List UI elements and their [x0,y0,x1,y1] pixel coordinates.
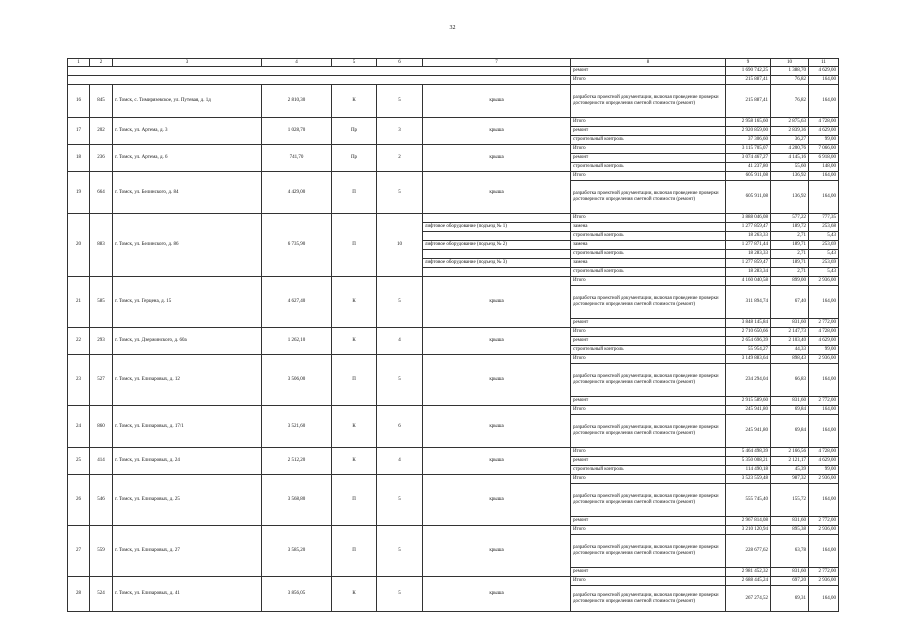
building-floors: 10 [377,214,423,277]
table-row [68,85,839,118]
cost-cell: 311 894,74 [726,286,771,319]
table-row [68,277,839,286]
work-type-cell: строительный контроль [571,136,726,145]
work-type-cell: строительный контроль [571,163,726,172]
unit-cost-cell: 2 121,17 [771,457,809,466]
building-category: Пр [332,118,377,145]
building-area: 2 810,30 [262,85,332,118]
work-type-cell: Итого [571,577,726,586]
limit-cost-cell: 4 629,00 [809,337,839,346]
limit-cost-cell: 5,43 [809,250,839,259]
unit-cost-cell: 136,92 [771,181,809,214]
unit-cost-cell: 55,60 [771,163,809,172]
work-type-cell: разработка проектной документации, включая проведение проверки достоверности определения сметной стоимости (ремонт) [571,286,726,319]
cost-cell: 234 294,04 [726,364,771,397]
unit-cost-cell: 898,43 [771,355,809,364]
cost-cell: 2 710 650,66 [726,328,771,337]
cost-cell: 1 690 742,25 [726,67,771,76]
repair-element: крыша [423,85,571,118]
cost-cell: 55 954,27 [726,346,771,355]
work-type-cell: ремонт [571,154,726,163]
building-id: 860 [90,406,113,448]
repair-element: лифтовое оборудование (подъезд № 2) [423,241,571,250]
repair-element: лифтовое оборудование (подъезд № 3) [423,259,571,268]
building-id: 524 [90,577,113,612]
unit-cost-cell: 36,27 [771,136,809,145]
limit-cost-cell: 4 728,00 [809,118,839,127]
row-number: 27 [68,526,90,577]
limit-cost-cell: 7 066,00 [809,145,839,154]
unit-cost-cell: 2 147,73 [771,328,809,337]
building-category: К [332,448,377,475]
work-type-cell: Итого [571,145,726,154]
building-floors: 5 [377,277,423,328]
building-address: г. Томск, ул. Елизаровых, д. 12 [113,355,262,406]
table-row [68,172,839,181]
work-type-cell: Итого [571,475,726,484]
repair-element: крыша [423,355,571,406]
unit-cost-cell: 2,71 [771,268,809,277]
unit-cost-cell: 2 875,63 [771,118,809,127]
column-number-11: 11 [809,59,839,67]
table-row [68,475,839,484]
column-number-1: 1 [68,59,90,67]
cost-cell: 3 115 705,07 [726,145,771,154]
cost-cell: 228 677,62 [726,535,771,568]
limit-cost-cell: 4 728,00 [809,448,839,457]
work-type-cell: Итого [571,118,726,127]
work-type-cell: замена [571,241,726,250]
building-category: Пр [332,145,377,172]
unit-cost-cell: 4 200,76 [771,145,809,154]
cost-cell: 2 967 814,08 [726,517,771,526]
cost-cell: 245 941,80 [726,406,771,415]
building-area: 3 568,80 [262,475,332,526]
unit-cost-cell: 895,38 [771,526,809,535]
unit-cost-cell: 2 103,40 [771,337,809,346]
work-type-cell: Итого [571,526,726,535]
cost-cell: 267 274,52 [726,586,771,612]
unit-cost-cell: 4 145,16 [771,154,809,163]
row-number: 24 [68,406,90,448]
work-type-cell: Итого [571,448,726,457]
work-type-cell: ремонт [571,517,726,526]
cost-cell: 215 887,41 [726,85,771,118]
limit-cost-cell: 148,00 [809,163,839,172]
cost-cell: 5 350 008,21 [726,457,771,466]
building-address: г. Томск, ул. Елизаровых, д. 25 [113,475,262,526]
unit-cost-cell: 76,82 [771,85,809,118]
unit-cost-cell: 987,32 [771,475,809,484]
table-row [68,145,839,154]
building-floors: 4 [377,328,423,355]
cost-cell: 605 911,08 [726,181,771,214]
cost-cell: 2 688 445,24 [726,577,771,586]
work-type-cell: Итого [571,355,726,364]
building-category: К [332,277,377,328]
limit-cost-cell: 4 629,00 [809,127,839,136]
cost-cell: 555 745,40 [726,484,771,517]
building-address: г. Томск, с. Тимирязевское, ул. Путевая, д. 1д [113,85,262,118]
building-address: г. Томск, ул. Елизаровых, д. 41 [113,577,262,612]
row-number: 19 [68,172,90,214]
work-type-cell: Итого [571,214,726,223]
work-type-cell: ремонт [571,337,726,346]
work-type-cell: Итого [571,172,726,181]
repair-element: крыша [423,172,571,214]
column-number-10: 10 [771,59,809,67]
building-category: К [332,577,377,612]
building-id: 845 [90,85,113,118]
cost-cell: 245 941,80 [726,415,771,448]
cost-cell: 2 920 859,00 [726,127,771,136]
building-address: г. Томск, ул. Елизаровых, д. 24 [113,448,262,475]
work-type-cell: ремонт [571,127,726,136]
building-id: 546 [90,475,113,526]
limit-cost-cell: 5,43 [809,232,839,241]
cost-cell: 2 958 165,60 [726,118,771,127]
building-id: 202 [90,118,113,145]
limit-cost-cell: 99,00 [809,136,839,145]
column-number-9: 9 [726,59,771,67]
building-area: 3 585,20 [262,526,332,577]
cost-cell: 3 888 046,08 [726,214,771,223]
limit-cost-cell: 164,00 [809,415,839,448]
unit-cost-cell: 63,78 [771,535,809,568]
work-type-cell: разработка проектной документации, включая проведение проверки достоверности определения сметной стоимости (ремонт) [571,415,726,448]
cost-cell: 2 654 696,39 [726,337,771,346]
building-area: 4 627,40 [262,277,332,328]
building-area: 3 521,60 [262,406,332,448]
repair-element: крыша [423,448,571,475]
limit-cost-cell: 253,69 [809,259,839,268]
building-floors: 5 [377,526,423,577]
building-address: г. Томск, ул. Елизаровых, д. 17/1 [113,406,262,448]
work-type-cell: Итого [571,277,726,286]
limit-cost-cell: 777,35 [809,214,839,223]
cost-cell: 1 277 859,47 [726,259,771,268]
work-type-cell: Итого [571,76,726,85]
work-type-cell: разработка проектной документации, включая проведение проверки достоверности определения сметной стоимости (ремонт) [571,364,726,397]
work-type-cell: ремонт [571,67,726,76]
limit-cost-cell: 4 629,00 [809,67,839,76]
work-type-cell: строительный контроль [571,250,726,259]
limit-cost-cell: 164,00 [809,535,839,568]
repair-element [423,232,571,241]
building-address: г. Томск, ул. Елизаровых, д. 27 [113,526,262,577]
unit-cost-cell: 76,82 [771,76,809,85]
cost-cell: 605 911,08 [726,172,771,181]
unit-cost-cell: 136,92 [771,172,809,181]
table-row [68,214,839,223]
building-id: 293 [90,328,113,355]
unit-cost-cell: 189,71 [771,259,809,268]
repair-element: крыша [423,475,571,526]
cost-cell: 3 210 120,94 [726,526,771,535]
building-address: г. Томск, ул. Артема, д. 6 [113,145,262,172]
building-category: П [332,526,377,577]
limit-cost-cell: 2 772,00 [809,568,839,577]
building-id: 664 [90,172,113,214]
limit-cost-cell: 164,00 [809,586,839,612]
limit-cost-cell: 164,00 [809,76,839,85]
continuation-row [68,76,839,85]
work-type-cell: ремонт [571,457,726,466]
row-number: 16 [68,85,90,118]
building-id: 414 [90,448,113,475]
repair-element: крыша [423,577,571,612]
work-type-cell: строительный контроль [571,466,726,475]
building-floors: 4 [377,448,423,475]
cost-cell: 41 237,80 [726,163,771,172]
unit-cost-cell: 2,71 [771,250,809,259]
table-body [68,59,839,612]
cost-cell: 18 263,33 [726,232,771,241]
unit-cost-cell: 899,00 [771,277,809,286]
column-number-3: 3 [113,59,262,67]
unit-cost-cell: 831,60 [771,397,809,406]
limit-cost-cell: 2 936,00 [809,277,839,286]
row-number: 23 [68,355,90,406]
limit-cost-cell: 2 936,00 [809,526,839,535]
work-type-cell: Итого [571,328,726,337]
building-floors: 6 [377,406,423,448]
building-floors: 5 [377,85,423,118]
building-id: 527 [90,355,113,406]
page-number: 32 [449,25,456,31]
cost-cell: 1 277 871,44 [726,241,771,250]
work-type-cell: Итого [571,406,726,415]
limit-cost-cell: 2 936,00 [809,577,839,586]
cost-cell: 3 848 145,84 [726,319,771,328]
limit-cost-cell: 253,69 [809,241,839,250]
row-number: 17 [68,118,90,145]
unit-cost-cell: 2,71 [771,232,809,241]
cost-cell: 18 283,34 [726,268,771,277]
column-number-8: 8 [571,59,726,67]
building-id: 883 [90,214,113,277]
limit-cost-cell: 6 918,00 [809,154,839,163]
repair-element [423,250,571,259]
work-type-cell: строительный контроль [571,346,726,355]
building-address: г. Томск, ул. Белинского, д. 84 [113,172,262,214]
limit-cost-cell: 2 936,00 [809,355,839,364]
limit-cost-cell: 164,00 [809,172,839,181]
cost-cell: 37 306,60 [726,136,771,145]
work-type-cell: строительный контроль [571,232,726,241]
repair-element [423,268,571,277]
building-address: г. Томск, ул. Дзержинского, д. 60а [113,328,262,355]
row-number: 21 [68,277,90,328]
building-category: К [332,85,377,118]
building-area: 3 856,05 [262,577,332,612]
limit-cost-cell: 4 629,00 [809,457,839,466]
empty-cell [68,76,571,85]
limit-cost-cell: 2 936,00 [809,475,839,484]
unit-cost-cell: 577,22 [771,214,809,223]
building-area: 2 512,20 [262,448,332,475]
unit-cost-cell: 69,31 [771,586,809,612]
unit-cost-cell: 831,60 [771,319,809,328]
unit-cost-cell: 69,84 [771,415,809,448]
limit-cost-cell: 2 772,00 [809,319,839,328]
work-type-cell: строительный контроль [571,268,726,277]
limit-cost-cell: 253,68 [809,223,839,232]
repair-element: крыша [423,328,571,355]
work-type-cell: разработка проектной документации, включая проведение проверки достоверности определения сметной стоимости (ремонт) [571,535,726,568]
limit-cost-cell: 4 728,00 [809,328,839,337]
limit-cost-cell: 2 772,00 [809,397,839,406]
work-type-cell: разработка проектной документации, включая проведение проверки достоверности определения сметной стоимости (ремонт) [571,85,726,118]
row-number: 25 [68,448,90,475]
building-category: К [332,406,377,448]
unit-cost-cell: 697,20 [771,577,809,586]
building-address: г. Томск, ул. Герцена, д. 15 [113,277,262,328]
row-number: 28 [68,577,90,612]
work-type-cell: разработка проектной документации, включая проведение проверки достоверности определения сметной стоимости (ремонт) [571,586,726,612]
table-row [68,526,839,535]
work-type-cell: ремонт [571,568,726,577]
limit-cost-cell: 164,00 [809,484,839,517]
empty-cell [68,67,571,76]
limit-cost-cell: 164,00 [809,181,839,214]
building-floors: 5 [377,355,423,406]
column-number-5: 5 [332,59,377,67]
work-type-cell: ремонт [571,397,726,406]
table-row [68,118,839,127]
capital-repair-table [67,58,839,612]
cost-cell: 215 887,41 [726,76,771,85]
unit-cost-cell: 155,72 [771,484,809,517]
row-number: 22 [68,328,90,355]
column-number-7: 7 [423,59,571,67]
unit-cost-cell: 67,40 [771,286,809,319]
cost-cell: 3 523 559,48 [726,475,771,484]
repair-element: крыша [423,118,571,145]
repair-element: крыша [423,406,571,448]
column-number-4: 4 [262,59,332,67]
building-category: П [332,475,377,526]
row-number: 18 [68,145,90,172]
unit-cost-cell: 66,83 [771,364,809,397]
building-floors: 2 [377,145,423,172]
building-address: г. Томск, ул. Белинского, д. 86 [113,214,262,277]
repair-element [423,214,571,223]
unit-cost-cell: 831,60 [771,517,809,526]
building-area: 6 735,90 [262,214,332,277]
unit-cost-cell: 45,39 [771,466,809,475]
cost-cell: 114 490,18 [726,466,771,475]
continuation-row [68,67,839,76]
work-type-cell: ремонт [571,319,726,328]
work-type-cell: замена [571,259,726,268]
cost-cell: 4 160 040,58 [726,277,771,286]
unit-cost-cell: 831,60 [771,568,809,577]
building-id: 236 [90,145,113,172]
unit-cost-cell: 189,72 [771,223,809,232]
building-floors: 5 [377,172,423,214]
work-type-cell: разработка проектной документации, включая проведение проверки достоверности определения сметной стоимости (ремонт) [571,484,726,517]
limit-cost-cell: 99,00 [809,466,839,475]
header-row [68,59,839,67]
building-area: 741,70 [262,145,332,172]
unit-cost-cell: 189,71 [771,241,809,250]
row-number: 26 [68,475,90,526]
building-area: 4 429,00 [262,172,332,214]
cost-cell: 18 283,33 [726,250,771,259]
unit-cost-cell: 1 388,70 [771,67,809,76]
work-type-cell: замена [571,223,726,232]
cost-cell: 2 981 452,32 [726,568,771,577]
building-category: К [332,328,377,355]
building-area: 1 262,10 [262,328,332,355]
column-number-2: 2 [90,59,113,67]
work-type-cell: разработка проектной документации, включая проведение проверки достоверности определения сметной стоимости (ремонт) [571,181,726,214]
repair-element: крыша [423,145,571,172]
table-row [68,355,839,364]
unit-cost-cell: 69,84 [771,406,809,415]
building-address: г. Томск, ул. Артема, д. 3 [113,118,262,145]
repair-element: крыша [423,277,571,328]
table-row [68,406,839,415]
column-number-6: 6 [377,59,423,67]
building-area: 1 028,70 [262,118,332,145]
cost-cell: 3 074 467,27 [726,154,771,163]
unit-cost-cell: 2 839,36 [771,127,809,136]
limit-cost-cell: 164,00 [809,85,839,118]
cost-cell: 1 277 859,47 [726,223,771,232]
building-id: 585 [90,277,113,328]
unit-cost-cell: 2 166,56 [771,448,809,457]
table-row [68,577,839,586]
limit-cost-cell: 99,00 [809,346,839,355]
table-row [68,448,839,457]
building-floors: 3 [377,118,423,145]
building-area: 3 506,00 [262,355,332,406]
row-number: 20 [68,214,90,277]
limit-cost-cell: 2 772,00 [809,517,839,526]
building-id: 559 [90,526,113,577]
building-category: П [332,172,377,214]
repair-element: крыша [423,526,571,577]
table-row [68,328,839,337]
building-category: П [332,355,377,406]
building-category: П [332,214,377,277]
limit-cost-cell: 5,43 [809,268,839,277]
building-floors: 5 [377,475,423,526]
building-floors: 5 [377,577,423,612]
limit-cost-cell: 164,00 [809,406,839,415]
cost-cell: 2 915 589,60 [726,397,771,406]
cost-cell: 3 149 883,64 [726,355,771,364]
cost-cell: 5 464 498,39 [726,448,771,457]
unit-cost-cell: 44,33 [771,346,809,355]
limit-cost-cell: 164,00 [809,364,839,397]
repair-element: лифтовое оборудование (подъезд № 1) [423,223,571,232]
limit-cost-cell: 164,00 [809,286,839,319]
